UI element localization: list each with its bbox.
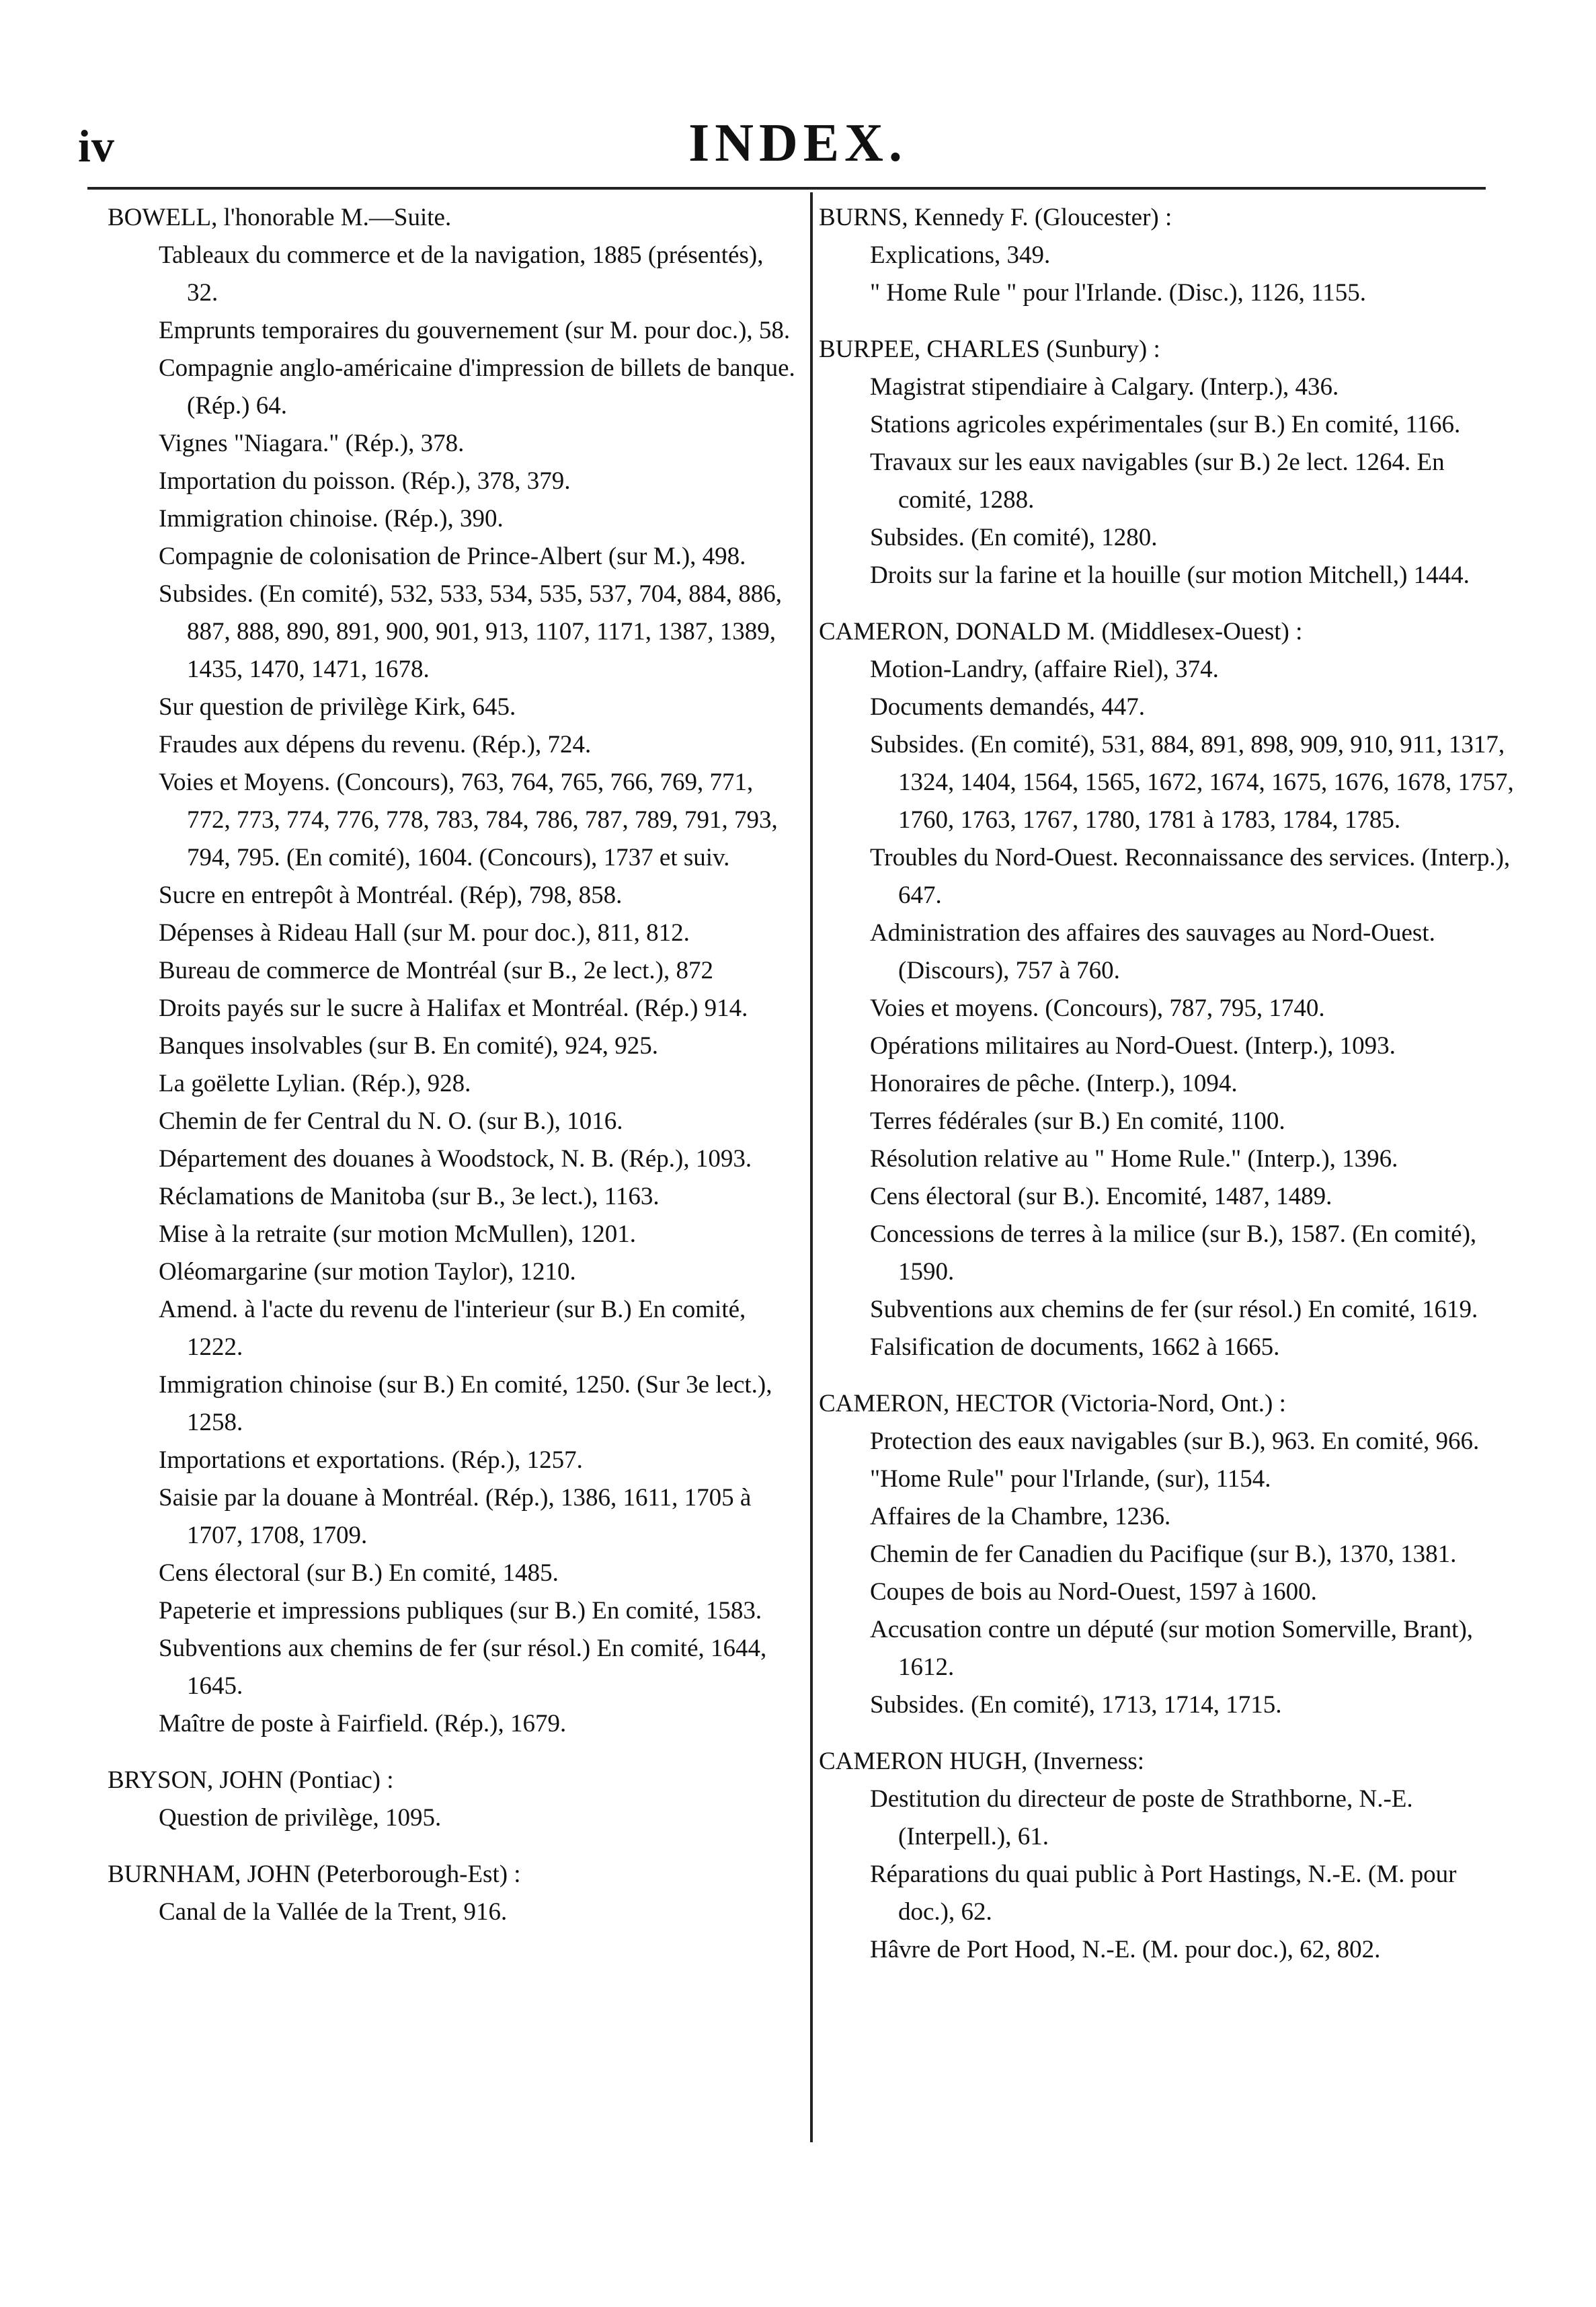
index-item: Oléomargarine (sur motion Taylor), 1210. xyxy=(159,1258,576,1286)
member-name: CAMERON HUGH xyxy=(819,1748,1022,1775)
member-detail: , Kennedy F. (Gloucester) : xyxy=(902,204,1172,231)
index-item: Chemin de fer Canadien du Pacifique (sur B.), 1370, 1381. xyxy=(870,1540,1457,1568)
index-item: Travaux sur les eaux navigables (sur B.) 2e lect. 1264. En comité, 1288. xyxy=(870,448,1445,514)
index-item: Subsides. (En comité), 531, 884, 891, 898, 909, 910, 911, 1317, 1324, 1404, 1564, 1565, 1672, 1674, 1675, 1676, 1678, 1757, 1760, 1763, 1767, 1780, 1781 à 1783, 1784, 1785. xyxy=(870,731,1514,834)
index-item: Amend. à l'acte du revenu de l'interieur (sur B.) En comité, 1222. xyxy=(159,1296,746,1361)
index-item: Sur question de privilège Kirk, 645. xyxy=(159,693,516,721)
index-item: Saisie par la douane à Montréal. (Rép.), 1386, 1611, 1705 à 1707, 1708, 1709. xyxy=(159,1484,752,1549)
index-item: Opérations militaires au Nord-Ouest. (Interp.), 1093. xyxy=(870,1032,1396,1060)
index-item: Bureau de commerce de Montréal (sur B., 2e lect.), 872 xyxy=(159,957,714,984)
index-item: Subventions aux chemins de fer (sur résol.) En comité, 1619. xyxy=(870,1296,1478,1323)
entry-heading xyxy=(108,1762,800,1799)
index-entry xyxy=(819,1743,1518,1969)
index-item: Voies et moyens. (Concours), 787, 795, 1740. xyxy=(870,994,1325,1022)
index-item: Département des douanes à Woodstock, N. B. (Rép.), 1093. xyxy=(159,1145,752,1173)
entry-heading xyxy=(819,1743,1518,1781)
member-detail: , (Inverness: xyxy=(1021,1748,1145,1775)
index-item: Honoraires de pêche. (Interp.), 1094. xyxy=(870,1070,1238,1097)
index-entry xyxy=(108,199,800,1743)
index-item: Importations et exportations. (Rép.), 1257. xyxy=(159,1446,583,1474)
index-item: "Home Rule" pour l'Irlande, (sur), 1154. xyxy=(870,1465,1271,1493)
index-item: Sucre en entrepôt à Montréal. (Rép), 798, 858. xyxy=(159,882,623,909)
index-item: Droits sur la farine et la houille (sur motion Mitchell,) 1444. xyxy=(870,561,1470,589)
index-item: Réclamations de Manitoba (sur B., 3e lect.), 1163. xyxy=(159,1183,660,1210)
index-item: Réparations du quai public à Port Hastings, N.-E. (M. pour doc.), 62. xyxy=(870,1861,1457,1926)
member-detail: (Middlesex-Ouest) : xyxy=(1095,618,1303,646)
index-item: Résolution relative au " Home Rule." (Interp.), 1396. xyxy=(870,1145,1398,1173)
index-item: " Home Rule " pour l'Irlande. (Disc.), 1126, 1155. xyxy=(870,279,1367,307)
index-item: Falsification de documents, 1662 à 1665. xyxy=(870,1333,1280,1361)
index-item: Terres fédérales (sur B.) En comité, 1100. xyxy=(870,1107,1285,1135)
index-item: Question de privilège, 1095. xyxy=(159,1804,442,1832)
index-item: Concessions de terres à la milice (sur B.), 1587. (En comité), 1590. xyxy=(870,1220,1477,1286)
member-detail: (Victoria-Nord, Ont.) : xyxy=(1054,1390,1286,1417)
index-item: La goëlette Lylian. (Rép.), 928. xyxy=(159,1070,471,1097)
index-item: Importation du poisson. (Rép.), 378, 379. xyxy=(159,467,571,495)
index-entry xyxy=(819,199,1518,312)
index-item: Compagnie de colonisation de Prince-Albert (sur M.), 498. xyxy=(159,543,746,570)
index-item: Dépenses à Rideau Hall (sur M. pour doc.), 811, 812. xyxy=(159,919,690,947)
index-item: Subventions aux chemins de fer (sur résol.) En comité, 1644, 1645. xyxy=(159,1635,767,1700)
member-name: CAMERON, DONALD M. xyxy=(819,618,1096,646)
index-item: Stations agricoles expérimentales (sur B.) En comité, 1166. xyxy=(870,411,1461,438)
member-detail: , l'honorable M.—Suite. xyxy=(211,204,452,231)
member-detail: (Peterborough-Est) : xyxy=(311,1861,521,1888)
member-detail: (Pontiac) : xyxy=(283,1766,394,1794)
entry-heading xyxy=(819,331,1518,368)
index-entry xyxy=(819,1385,1518,1724)
index-item: Tableaux du commerce et de la navigation, 1885 (présentés), 32. xyxy=(159,241,764,307)
index-item: Papeterie et impressions publiques (sur B.) En comité, 1583. xyxy=(159,1597,762,1625)
index-item: Cens électoral (sur B.) En comité, 1485. xyxy=(159,1559,559,1587)
index-item: Emprunts temporaires du gouvernement (sur M. pour doc.), 58. xyxy=(159,317,791,344)
header-rule xyxy=(87,187,1486,190)
index-item: Documents demandés, 447. xyxy=(870,693,1145,721)
index-entry xyxy=(108,1856,800,1931)
index-item: Maître de poste à Fairfield. (Rép.), 1679. xyxy=(159,1710,567,1737)
index-item: Canal de la Vallée de la Trent, 916. xyxy=(159,1898,508,1926)
right-column xyxy=(819,199,1518,1988)
index-item: Cens électoral (sur B.). Encomité, 1487, 1489. xyxy=(870,1183,1332,1210)
member-name: CAMERON, HECTOR xyxy=(819,1390,1055,1417)
index-item: Motion-Landry, (affaire Riel), 374. xyxy=(870,656,1219,683)
member-name: BRYSON, JOHN xyxy=(108,1766,284,1794)
index-item: Subsides. (En comité), 1280. xyxy=(870,524,1158,551)
column-divider xyxy=(810,192,813,2142)
index-item: Subsides. (En comité), 1713, 1714, 1715. xyxy=(870,1691,1282,1719)
index-item: Banques insolvables (sur B. En comité), 924, 925. xyxy=(159,1032,658,1060)
left-column xyxy=(108,199,800,1950)
entry-heading xyxy=(819,1385,1518,1423)
entry-heading xyxy=(108,199,800,237)
entry-heading xyxy=(819,199,1518,237)
index-item: Compagnie anglo-américaine d'impression de billets de banque. (Rép.) 64. xyxy=(159,354,795,420)
index-item: Subsides. (En comité), 532, 533, 534, 535, 537, 704, 884, 886, 887, 888, 890, 891, 900, 901, 913, 1107, 1171, 1387, 1389, 1435, 1470, 1471, 1678. xyxy=(159,580,783,683)
index-item: Vignes "Niagara." (Rép.), 378. xyxy=(159,430,465,457)
index-item: Destitution du directeur de poste de Strathborne, N.-E. (Interpell.), 61. xyxy=(870,1785,1413,1850)
index-entry xyxy=(108,1762,800,1837)
index-entry xyxy=(819,331,1518,594)
index-item: Affaires de la Chambre, 1236. xyxy=(870,1503,1171,1530)
page-title: INDEX. xyxy=(688,114,908,173)
index-item: Accusation contre un député (sur motion Somerville, Brant), 1612. xyxy=(870,1616,1474,1681)
member-name: BURNHAM, JOHN xyxy=(108,1861,311,1888)
index-item: Chemin de fer Central du N. O. (sur B.), 1016. xyxy=(159,1107,623,1135)
member-name: BURNS xyxy=(819,204,902,231)
member-name: BOWELL xyxy=(108,204,212,231)
index-item: Magistrat stipendiaire à Calgary. (Interp.), 436. xyxy=(870,373,1339,401)
member-name: BURPEE, CHARLES xyxy=(819,336,1040,363)
index-item: Protection des eaux navigables (sur B.), 963. En comité, 966. xyxy=(870,1428,1480,1455)
index-item: Droits payés sur le sucre à Halifax et Montréal. (Rép.) 914. xyxy=(159,994,748,1022)
index-item: Troubles du Nord-Ouest. Reconnaissance des services. (Interp.), 647. xyxy=(870,844,1511,909)
entry-heading xyxy=(108,1856,800,1893)
index-item: Coupes de bois au Nord-Ouest, 1597 à 1600. xyxy=(870,1578,1317,1606)
index-item: Explications, 349. xyxy=(870,241,1051,269)
index-item: Voies et Moyens. (Concours), 763, 764, 765, 766, 769, 771, 772, 773, 774, 776, 778, 783, 784, 786, 787, 789, 791, 793, 794, 795. (En comité), 1604. (Concours), 1737 et suiv. xyxy=(159,769,778,871)
member-detail: (Sunbury) : xyxy=(1039,336,1160,363)
entry-heading xyxy=(819,613,1518,651)
index-entry xyxy=(819,613,1518,1366)
index-item: Administration des affaires des sauvages au Nord-Ouest. (Discours), 757 à 760. xyxy=(870,919,1435,984)
index-item: Immigration chinoise. (Rép.), 390. xyxy=(159,505,504,533)
index-item: Mise à la retraite (sur motion McMullen), 1201. xyxy=(159,1220,637,1248)
index-item: Hâvre de Port Hood, N.-E. (M. pour doc.), 62, 802. xyxy=(870,1936,1381,1963)
page-number: iv xyxy=(78,120,115,171)
index-item: Fraudes aux dépens du revenu. (Rép.), 724. xyxy=(159,731,592,758)
index-item: Immigration chinoise (sur B.) En comité, 1250. (Sur 3e lect.), 1258. xyxy=(159,1371,772,1436)
